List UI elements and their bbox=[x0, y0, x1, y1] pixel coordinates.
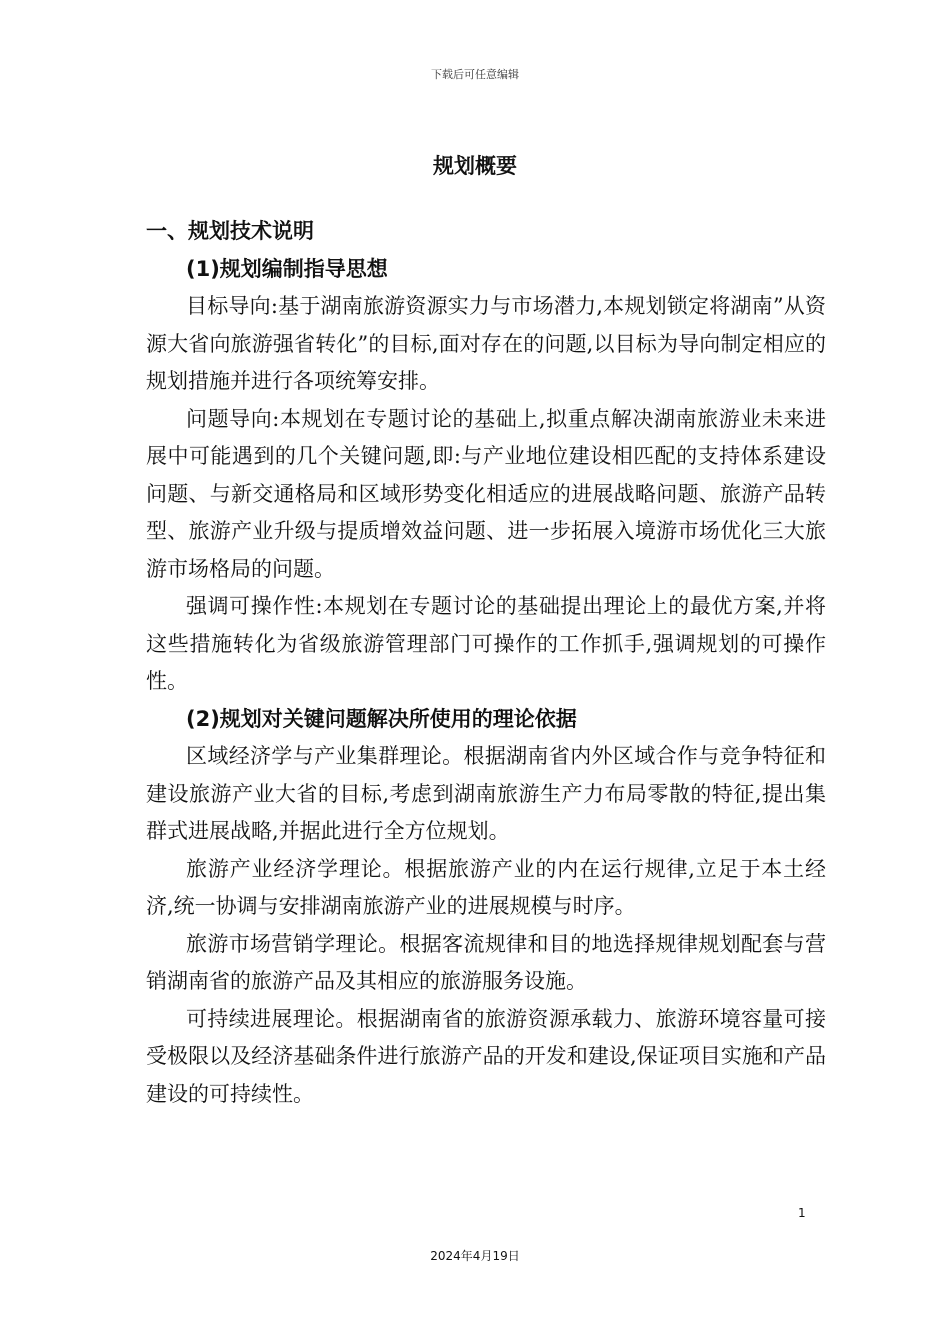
paragraph: 旅游市场营销学理论。根据客流规律和目的地选择规律规划配套与营销湖南省的旅游产品及其相应的旅游服务设施。 bbox=[146, 931, 826, 993]
header-note: 下载后可任意编辑 bbox=[431, 68, 519, 81]
subsection-heading: (2)规划对关键问题解决所使用的理论依据 bbox=[186, 706, 577, 731]
paragraph: 区域经济学与产业集群理论。根据湖南省内外区域合作与竞争特征和建设旅游产业大省的目标,考虑到湖南旅游生产力布局零散的特征,提出集群式进展战略,并据此进行全方位规划。 bbox=[146, 744, 826, 843]
document-title: 规划概要 bbox=[433, 154, 517, 178]
document-body bbox=[146, 213, 826, 1113]
paragraph: 问题导向:本规划在专题讨论的基础上,拟重点解决湖南旅游业未来进展中可能遇到的几个关键问题,即:与产业地位建设相匹配的支持体系建设问题、与新交通格局和区域形势变化相适应的进展战略问题、旅游产品转型、旅游产业升级与提质增效益问题、进一步拓展入境游市场优化三大旅游市场格局的问题。 bbox=[146, 406, 826, 581]
footer-date: 2024年4月19日 bbox=[430, 1249, 520, 1263]
paragraph: 强调可操作性:本规划在专题讨论的基础提出理论上的最优方案,并将这些措施转化为省级旅游管理部门可操作的工作抓手,强调规划的可操作性。 bbox=[146, 594, 826, 693]
paragraph: 可持续进展理论。根据湖南省的旅游资源承载力、旅游环境容量可接受极限以及经济基础条件进行旅游产品的开发和建设,保证项目实施和产品建设的可持续性。 bbox=[146, 1006, 826, 1106]
paragraph: 旅游产业经济学理论。根据旅游产业的内在运行规律,立足于本土经济,统一协调与安排湖南旅游产业的进展规模与时序。 bbox=[146, 856, 826, 918]
page-number: 1 bbox=[798, 1206, 806, 1220]
section-heading: 一、规划技术说明 bbox=[146, 219, 314, 243]
subsection-heading: (1)规划编制指导思想 bbox=[186, 256, 388, 281]
paragraph: 目标导向:基于湖南旅游资源实力与市场潜力,本规划锁定将湖南”从资源大省向旅游强省转化”的目标,面对存在的问题,以目标为导向制定相应的规划措施并进行各项统筹安排。 bbox=[146, 294, 826, 393]
